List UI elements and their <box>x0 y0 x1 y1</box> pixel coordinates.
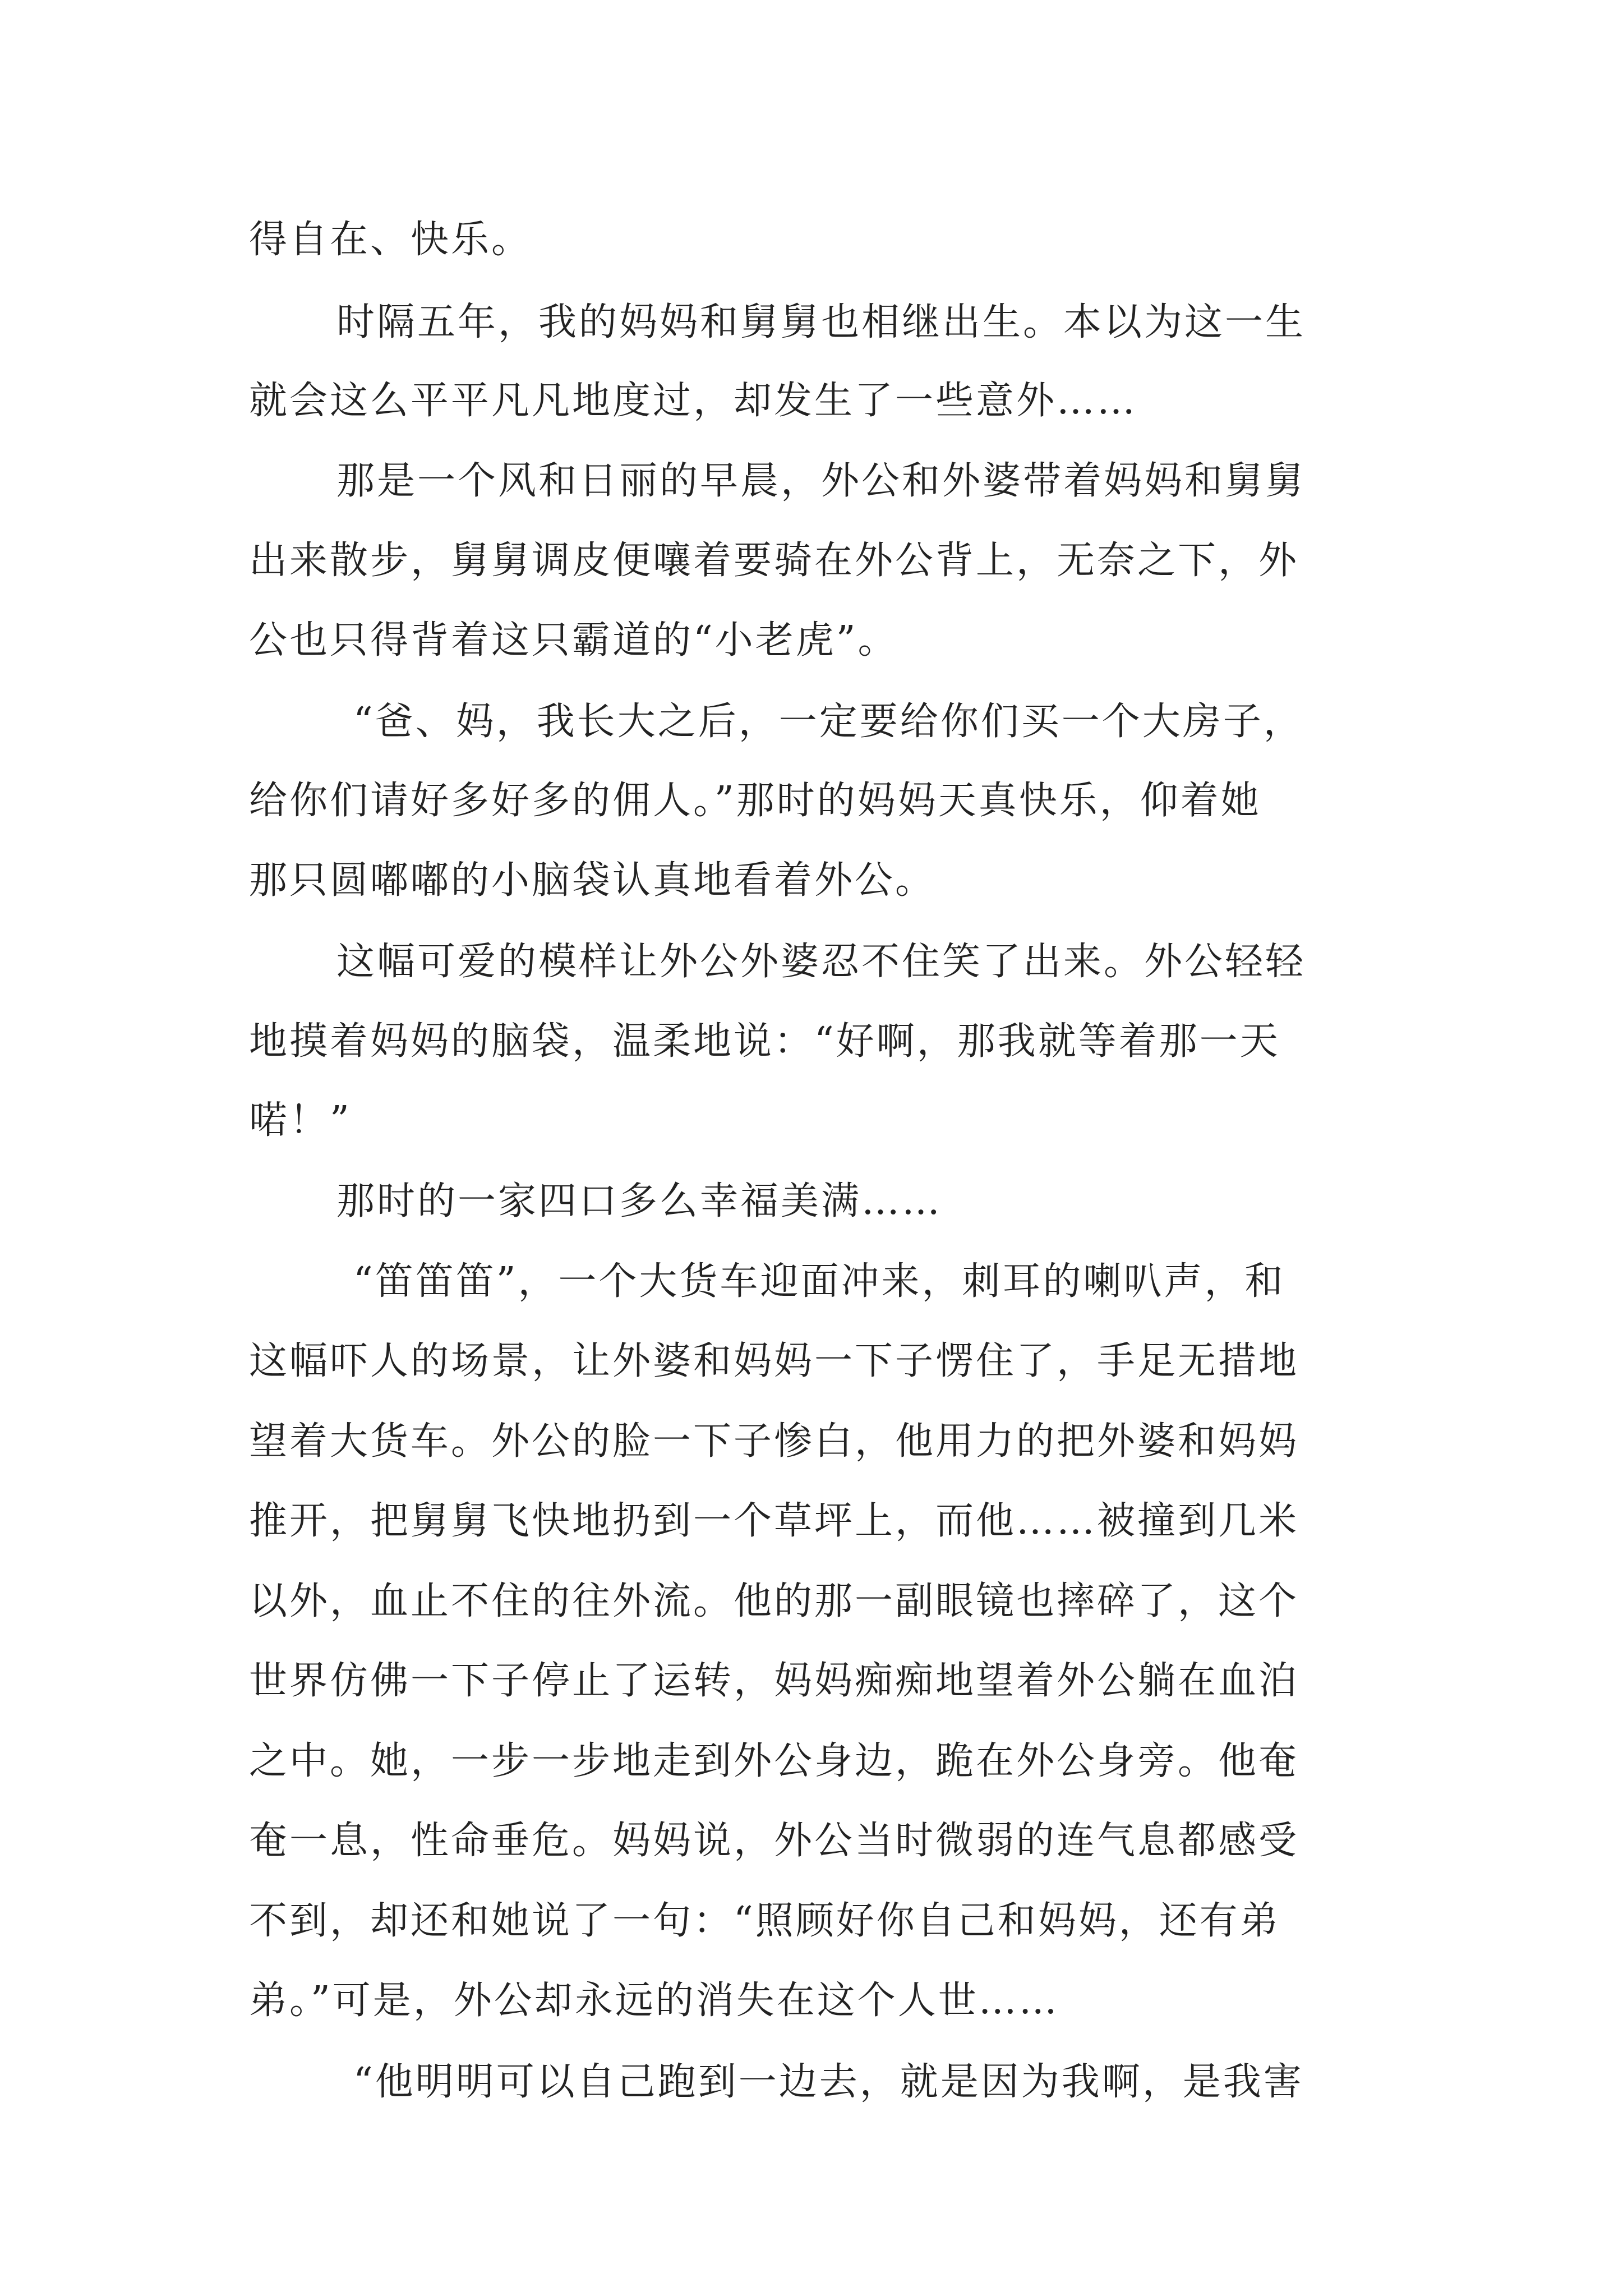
text-line: 之中。她，一步一步地走到外公身边，跪在外公身旁。他奄 <box>249 1739 1299 1783</box>
paragraph-start-line: “笛笛笛”，一个大货车迎面冲来，刺耳的喇叭声，和 <box>353 1259 1285 1304</box>
text-line: 那只圆嘟嘟的小脑袋认真地看着外公。 <box>249 858 936 903</box>
text-line: 推开，把舅舅飞快地扔到一个草坪上，而他……被撞到几米 <box>249 1499 1299 1543</box>
text-line: 就会这么平平凡凡地度过，却发生了一些意外…… <box>249 379 1138 423</box>
text-line: 给你们请好多好多的佣人。”那时的妈妈天真快乐，仰着她 <box>249 779 1261 823</box>
paragraph-start-line: “爸、妈，我长大之后，一定要给你们买一个大房子， <box>353 700 1304 744</box>
paragraph-start-line: 那时的一家四口多么幸福美满…… <box>336 1179 943 1223</box>
text-line: 世界仿佛一下子停止了运转，妈妈痴痴地望着外公躺在血泊 <box>249 1659 1299 1703</box>
text-line: 不到，却还和她说了一句：“照顾好你自己和妈妈，还有弟 <box>249 1899 1280 1943</box>
paragraph-start-line: 那是一个风和日丽的早晨，外公和外婆带着妈妈和舅舅 <box>336 459 1306 503</box>
text-line: 喏！” <box>249 1098 352 1143</box>
text-line: 弟。”可是，外公却永远的消失在这个人世…… <box>249 1978 1059 2023</box>
paragraph-start-line: “他明明可以自己跑到一边去，就是因为我啊，是我害 <box>353 2060 1304 2104</box>
text-line: 望着大货车。外公的脸一下子惨白，他用力的把外婆和妈妈 <box>249 1419 1299 1464</box>
text-line: 以外，血止不住的往外流。他的那一副眼镜也摔碎了，这个 <box>249 1579 1299 1623</box>
text-line: 公也只得背着这只霸道的“小老虎”。 <box>249 618 898 662</box>
text-line: 得自在、快乐。 <box>249 218 532 262</box>
text-line: 奄一息，性命垂危。妈妈说，外公当时微弱的连气息都感受 <box>249 1819 1299 1863</box>
paragraph-start-line: 这幅可爱的模样让外公外婆忍不住笑了出来。外公轻轻 <box>336 940 1306 984</box>
text-line: 出来散步，舅舅调皮便嚷着要骑在外公背上，无奈之下，外 <box>249 539 1299 583</box>
paragraph-start-line: 时隔五年，我的妈妈和舅舅也相继出生。本以为这一生 <box>336 300 1306 344</box>
text-line: 地摸着妈妈的脑袋，温柔地说：“好啊，那我就等着那一天 <box>249 1019 1280 1064</box>
text-line: 这幅吓人的场景，让外婆和妈妈一下子愣住了，手足无措地 <box>249 1339 1299 1383</box>
